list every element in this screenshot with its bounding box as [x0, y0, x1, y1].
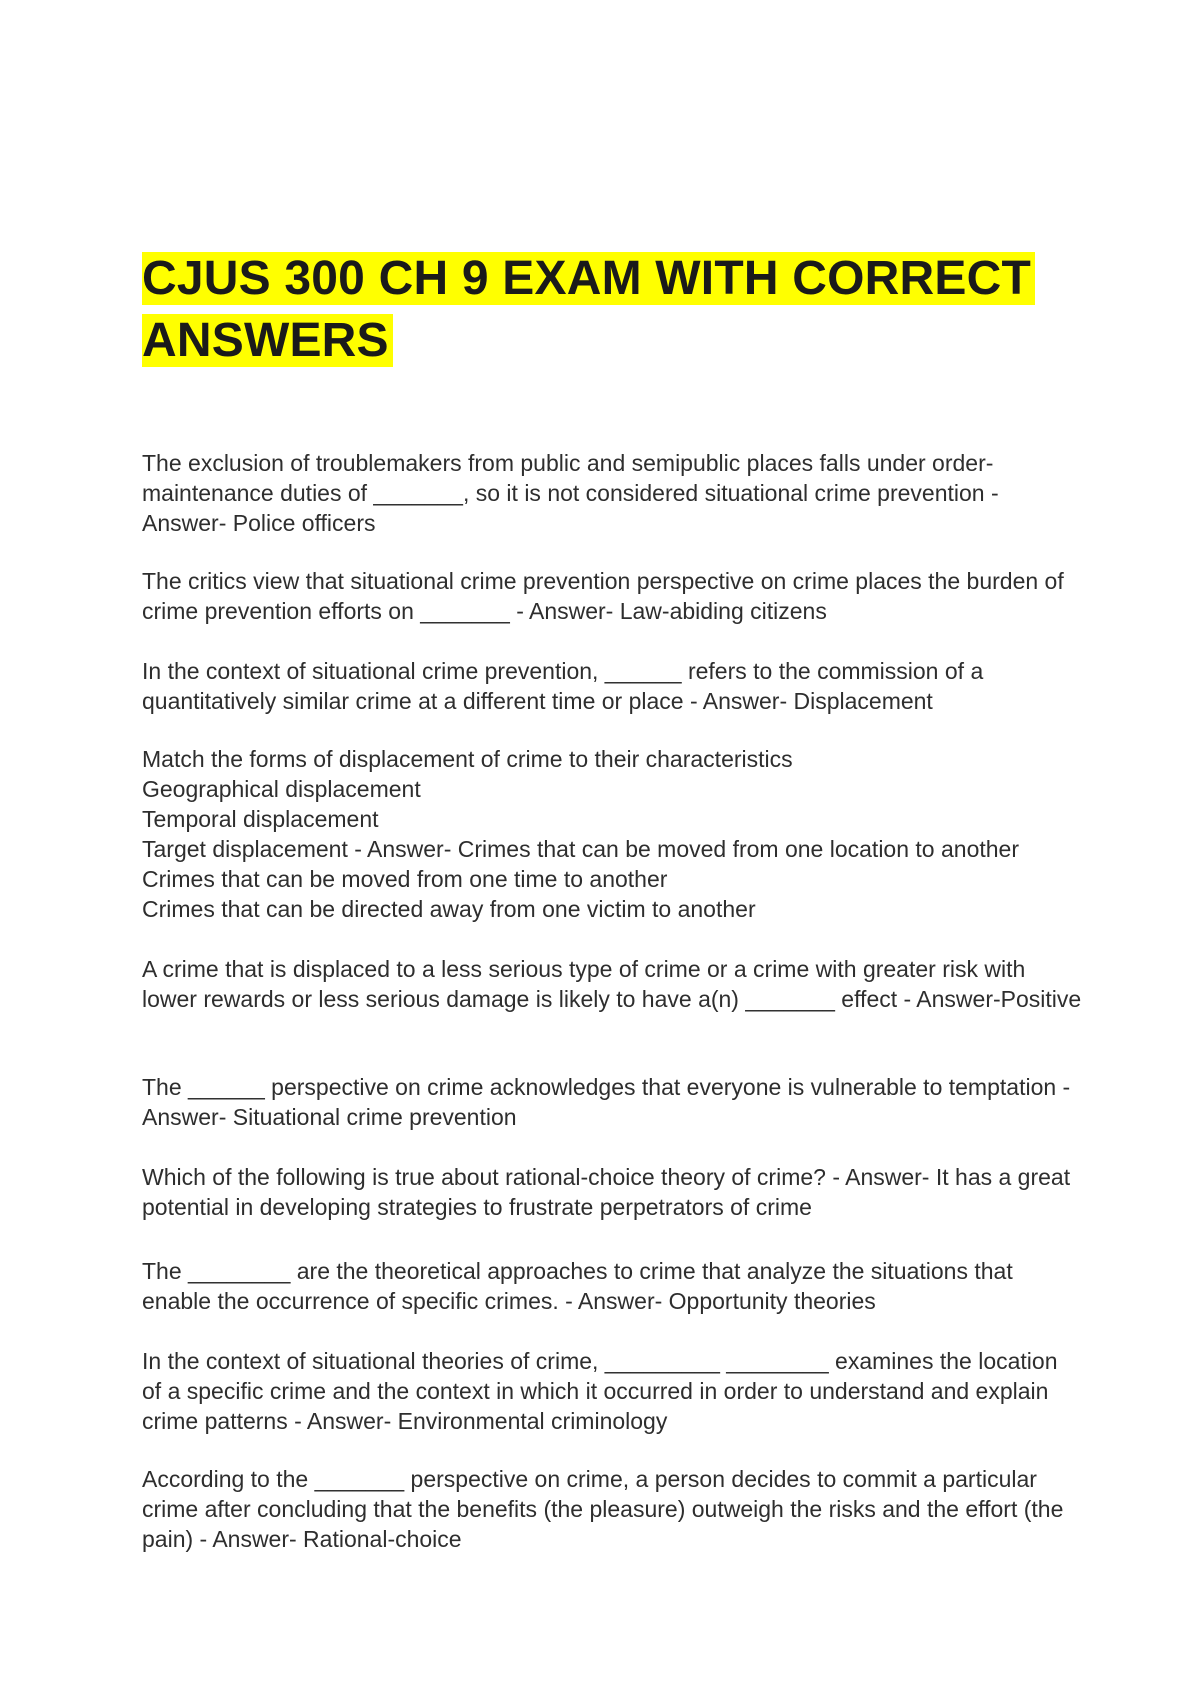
question-answer-item: Match the forms of displacement of crime to their characteristics Geographical displacement Temporal displacement Target displacement - Answer- Crimes that can be moved from one location to another Crimes that can be moved from one time to another Crimes that can be directed away from one victim to another — [142, 746, 1019, 922]
question-answer-item: In the context of situational crime prevention, ______ refers to the commission of a quantitatively similar crime at a different time or place - Answer- Displacement — [142, 658, 984, 714]
question-answer-item: The ______ perspective on crime acknowledges that everyone is vulnerable to temptation - Answer- Situational crime prevention — [142, 1074, 1071, 1130]
question-answer-item: A crime that is displaced to a less serious type of crime or a crime with greater risk with lower rewards or less serious damage is likely to have a(n) _______ effect - Answer-Positive — [142, 956, 1082, 1012]
question-answer-item: The ________ are the theoretical approaches to crime that analyze the situations that enable the occurrence of specific crimes. - Answer- Opportunity theories — [142, 1258, 1013, 1314]
question-answer-item: According to the _______ perspective on crime, a person decides to commit a particular crime after concluding that the benefits (the pleasure) outweigh the risks and the effort (the pain) - Answer- Rational-choice — [142, 1466, 1064, 1552]
question-answer-item: Which of the following is true about rational-choice theory of crime? - Answer- It has a great potential in developing strategies to frustrate perpetrators of crime — [142, 1164, 1071, 1220]
document-title — [142, 248, 1062, 372]
question-answer-item: The exclusion of troublemakers from public and semipublic places falls under order-maintenance duties of _______, so it is not considered situational crime prevention - Answer- Police officers — [142, 450, 999, 536]
question-answer-item: The critics view that situational crime prevention perspective on crime places the burden of crime prevention efforts on _______ - Answer- Law-abiding citizens — [142, 568, 1064, 624]
question-answer-item: In the context of situational theories of crime, _________ ________ examines the location of a specific crime and the context in which it occurred in order to understand and explain crime patterns - Answer- Environmental criminology — [142, 1348, 1058, 1434]
document-title-highlight: CJUS 300 CH 9 EXAM WITH CORRECT ANSWERS — [142, 252, 1035, 367]
